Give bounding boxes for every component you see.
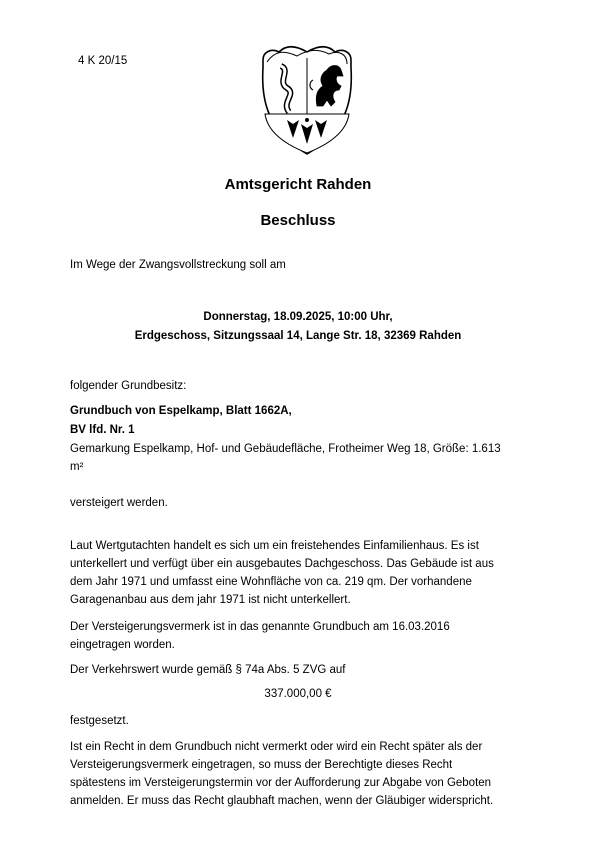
paragraph-line: anmelden. Er muss das Recht glaubhaft machen, wenn der Gläubiger widerspricht. bbox=[70, 795, 494, 807]
case-number: 4 K 20/15 bbox=[78, 55, 128, 67]
grundbuch-line: Grundbuch von Espelkamp, Blatt 1662A, bbox=[70, 405, 292, 417]
versteigert-text: versteigert werden. bbox=[70, 497, 168, 509]
property-description-line2: m² bbox=[70, 461, 84, 473]
verkehrswert-outro: festgesetzt. bbox=[70, 715, 129, 727]
paragraph-line: Garagenanbau aus dem jahr 1971 ist nicht unterkellert. bbox=[70, 594, 351, 606]
paragraph-line: Versteigerungsvermerk eingetragen, so muss der Berechtigte dieses Recht bbox=[70, 759, 453, 771]
verkehrswert-intro: Der Verkehrswert wurde gemäß § 74a Abs. 5 ZVG auf bbox=[70, 664, 346, 676]
document-type: Beschluss bbox=[260, 212, 336, 229]
vermerk-paragraph bbox=[70, 618, 530, 654]
paragraph-line: spätestens im Versteigerungstermin vor der Aufforderung zur Abgabe von Geboten bbox=[70, 777, 492, 789]
termin-place: Erdgeschoss, Sitzungssaal 14, Lange Str. 18, 32369 Rahden bbox=[134, 330, 462, 342]
verkehrswert-amount: 337.000,00 € bbox=[264, 688, 332, 700]
court-name: Amtsgericht Rahden bbox=[224, 176, 372, 193]
bv-line: BV lfd. Nr. 1 bbox=[70, 424, 135, 436]
paragraph-line: unterkellert und verfügt über ein ausgebautes Dachgeschoss. Das Gebäude ist aus bbox=[70, 558, 494, 570]
paragraph-line: eingetragen worden. bbox=[70, 639, 175, 651]
paragraph-line: Laut Wertgutachten handelt es sich um ein freistehendes Einfamilienhaus. Es ist bbox=[70, 540, 479, 552]
grundbesitz-label: folgender Grundbesitz: bbox=[70, 380, 187, 392]
wertgutachten-paragraph bbox=[70, 537, 530, 609]
nrw-coat-of-arms-icon bbox=[257, 40, 357, 158]
paragraph-line: dem Jahr 1971 und umfasst eine Wohnfläche von ca. 219 qm. Der vorhandene bbox=[70, 576, 472, 588]
intro-text: Im Wege der Zwangsvollstreckung soll am bbox=[70, 259, 286, 271]
termin-date: Donnerstag, 18.09.2025, 10:00 Uhr, bbox=[203, 311, 393, 323]
property-description-line1: Gemarkung Espelkamp, Hof- und Gebäudefläche, Frotheimer Weg 18, Größe: 1.613 bbox=[70, 443, 501, 455]
paragraph-line: Der Versteigerungsvermerk ist in das genannte Grundbuch am 16.03.2016 bbox=[70, 621, 450, 633]
recht-paragraph bbox=[70, 738, 530, 810]
paragraph-line: Ist ein Recht in dem Grundbuch nicht vermerkt oder wird ein Recht später als der bbox=[70, 741, 483, 753]
